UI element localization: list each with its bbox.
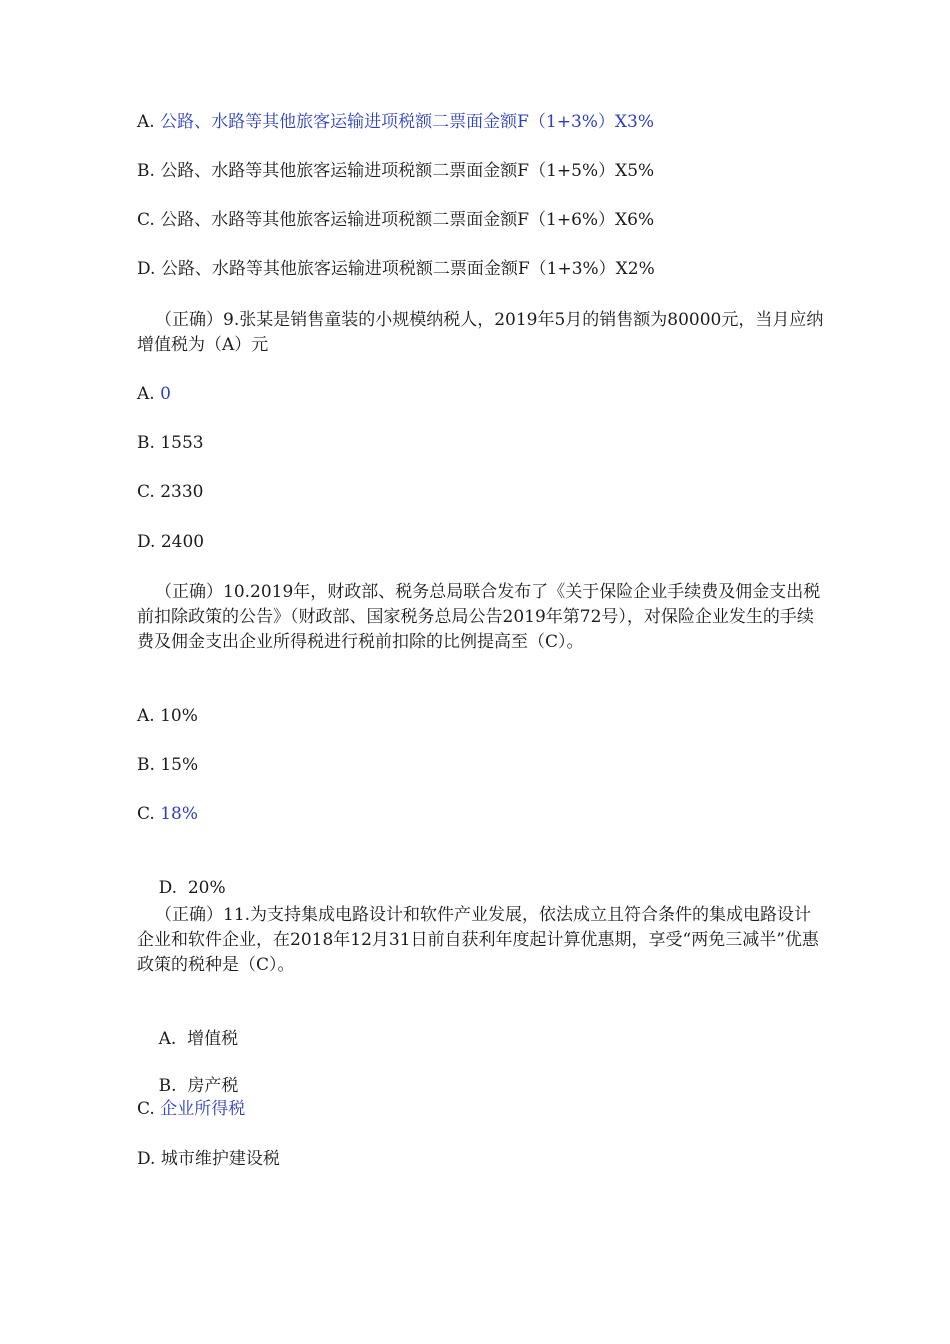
q9-option-d	[137, 530, 204, 554]
option-text: 18%	[160, 804, 199, 824]
q9-text: （正确）9.张某是销售童装的小规模纳税人，2019年5月的销售额为80000元，当月应纳增值税为（A）元	[137, 310, 824, 355]
q10-option-b	[137, 753, 198, 777]
q10-option-a	[137, 704, 198, 728]
option-text: 企业所得税	[160, 1099, 246, 1119]
option-letter: C.	[137, 1099, 155, 1119]
option-text: 增值税	[176, 1029, 239, 1049]
option-text: 房产税	[176, 1076, 239, 1096]
option-letter: B.	[158, 1076, 177, 1096]
option-letter: D.	[137, 532, 156, 552]
option-text: 公路、水路等其他旅客运输进项税额二票面金额F（1+3%）X2%	[160, 259, 655, 279]
option-text: 公路、水路等其他旅客运输进项税额二票面金额F（1+6%）X6%	[160, 210, 655, 230]
option-letter: C.	[137, 210, 155, 230]
option-letter: D.	[137, 259, 156, 279]
q9-option-b	[137, 431, 204, 455]
q9-option-c	[137, 480, 203, 504]
q8-option-d	[137, 257, 655, 281]
option-letter: D.	[137, 1149, 156, 1169]
option-letter: A.	[137, 706, 155, 726]
option-letter: C.	[137, 482, 155, 502]
option-letter: B.	[137, 161, 155, 181]
q8-option-c	[137, 208, 654, 232]
option-letter: B.	[137, 755, 155, 775]
option-text: 公路、水路等其他旅客运输进项税额二票面金额F（1+5%）X5%	[160, 161, 655, 181]
q10-text: （正确）10.2019年，财政部、税务总局联合发布了《关于保险企业手续费及佣金支出税前扣除政策的公告》（财政部、国家税务总局公告2019年第72号），对保险企业发生的手续费及佣金支出企业所得税进行税前扣除的比例提高至（C）。	[137, 582, 821, 652]
option-letter: D.	[158, 878, 178, 898]
option-letter: A.	[137, 112, 155, 132]
q8-option-a	[137, 110, 654, 134]
option-letter: A.	[158, 1029, 177, 1049]
option-text: 0	[160, 384, 171, 404]
option-text: 2400	[160, 532, 205, 552]
q9-option-a	[137, 382, 171, 406]
q11-option-c	[137, 1097, 245, 1121]
option-letter: B.	[137, 433, 155, 453]
option-letter: A.	[137, 384, 155, 404]
q11-option-d	[137, 1147, 280, 1171]
q11-text: （正确）11.为支持集成电路设计和软件产业发展，依法成立且符合条件的集成电路设计企业和软件企业，在2018年12月31日前自获利年度起计算优惠期，享受“两免三减半”优惠政策的税种是（C）。	[137, 905, 819, 975]
option-text: 20%	[177, 878, 226, 898]
option-text: 公路、水路等其他旅客运输进项税额二票面金额F（1+3%）X3%	[160, 112, 654, 132]
option-text: 城市维护建设税	[160, 1149, 280, 1169]
option-letter: C.	[137, 804, 155, 824]
q10-option-c	[137, 802, 198, 826]
q8-option-b	[137, 159, 654, 183]
option-text: 1553	[160, 433, 204, 453]
option-text: 2330	[160, 482, 204, 502]
option-text: 15%	[160, 755, 199, 775]
option-text: 10%	[160, 706, 198, 726]
